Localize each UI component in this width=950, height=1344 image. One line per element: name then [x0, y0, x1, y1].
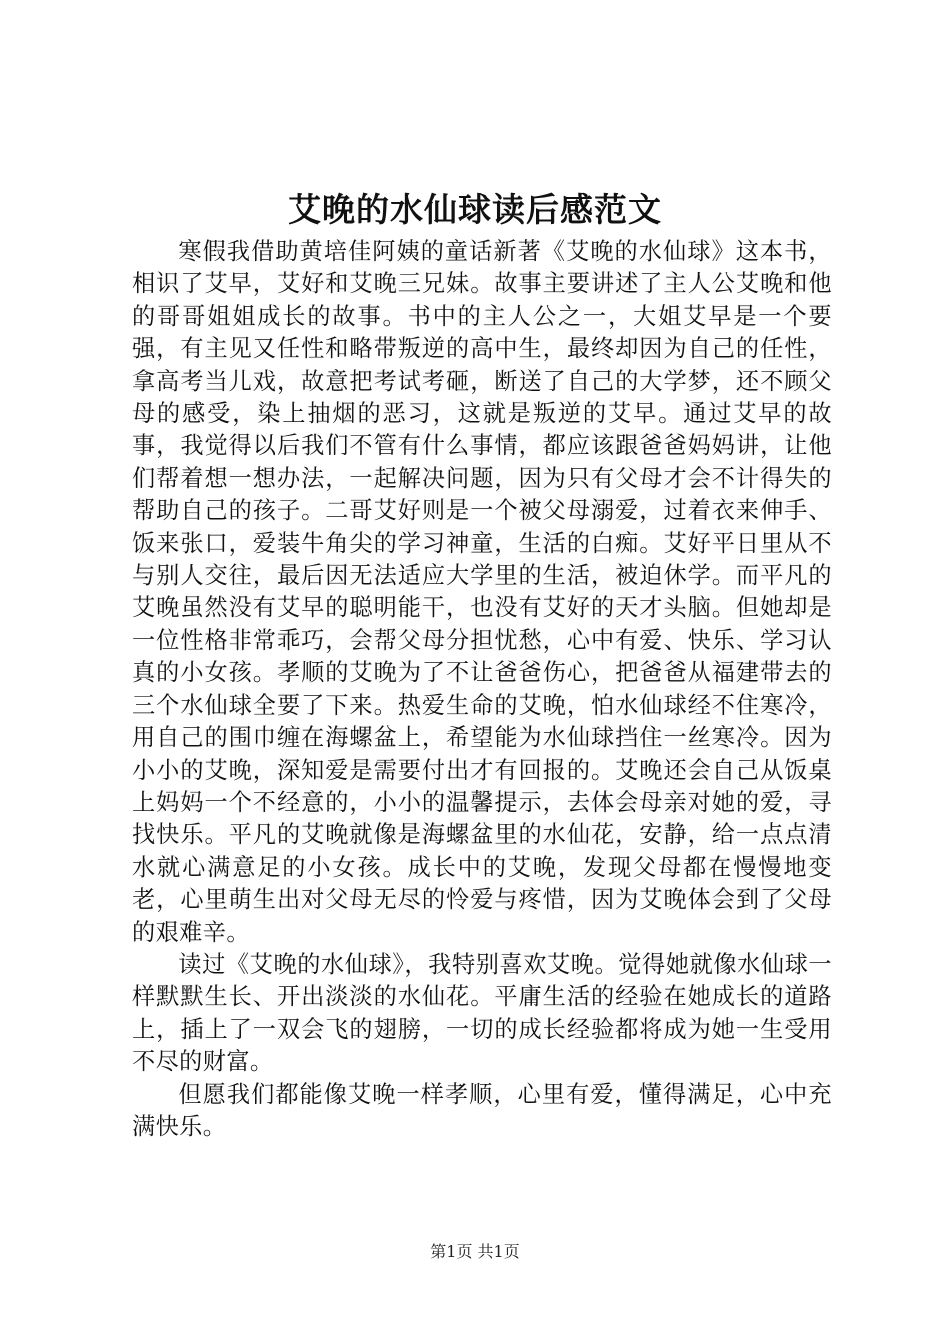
- paragraph-1: 寒假我借助黄培佳阿姨的童话新著《艾晚的水仙球》这本书，相识了艾早，艾好和艾晚三兄妹。故事主要讲述了主人公艾晚和他的哥哥姐姐成长的故事。书中的主人公之一，大姐艾早是一个要强，有主见又任性和略带叛逆的高中生，最终却因为自己的任性，拿高考当儿戏，故意把考试考砸，断送了自己的大学梦，还不顾父母的感受，染上抽烟的恶习，这就是叛逆的艾早。通过艾早的故事，我觉得以后我们不管有什么事情，都应该跟爸爸妈妈讲，让他们帮着想一想办法，一起解决问题，因为只有父母才会不计得失的帮助自己的孩子。二哥艾好则是一个被父母溺爱，过着衣来伸手、饭来张口，爱装牛角尖的学习神童，生活的白痴。艾好平日里从不与别人交往，最后因无法适应大学里的生活，被迫休学。而平凡的艾晚虽然没有艾早的聪明能干，也没有艾好的天才头脑。但她却是一位性格非常乖巧，会帮父母分担忧愁，心中有爱、快乐、学习认真的小女孩。孝顺的艾晚为了不让爸爸伤心，把爸爸从福建带去的三个水仙球全要了下来。热爱生命的艾晚，怕水仙球经不住寒冷，用自己的围巾缠在海螺盆上，希望能为水仙球挡住一丝寒冷。因为小小的艾晚，深知爱是需要付出才有回报的。艾晚还会自己从饭桌上妈妈一个不经意的，小小的温馨提示，去体会母亲对她的爱，寻找快乐。平凡的艾晚就像是海螺盆里的水仙花，安静，给一点点清水就心满意足的小女孩。成长中的艾晚，发现父母都在慢慢地变老，心里萌生出对父母无尽的怜爱与疼惜，因为艾晚体会到了父母的艰难辛。: [132, 238, 832, 946]
- document-title: 艾晚的水仙球读后感范文: [288, 190, 662, 229]
- page-footer: 第1页 共1页: [430, 1242, 520, 1261]
- paragraph-3: 但愿我们都能像艾晚一样孝顺，心里有爱，懂得满足，心中充满快乐。: [132, 1080, 832, 1140]
- paragraph-2: 读过《艾晚的水仙球》，我特别喜欢艾晚。觉得她就像水仙球一样默默生长、开出淡淡的水仙花。平庸生活的经验在她成长的道路上，插上了一双会飞的翅膀，一切的成长经验都将成为她一生受用不尽的财富。: [132, 950, 832, 1076]
- document-body: [132, 236, 832, 1143]
